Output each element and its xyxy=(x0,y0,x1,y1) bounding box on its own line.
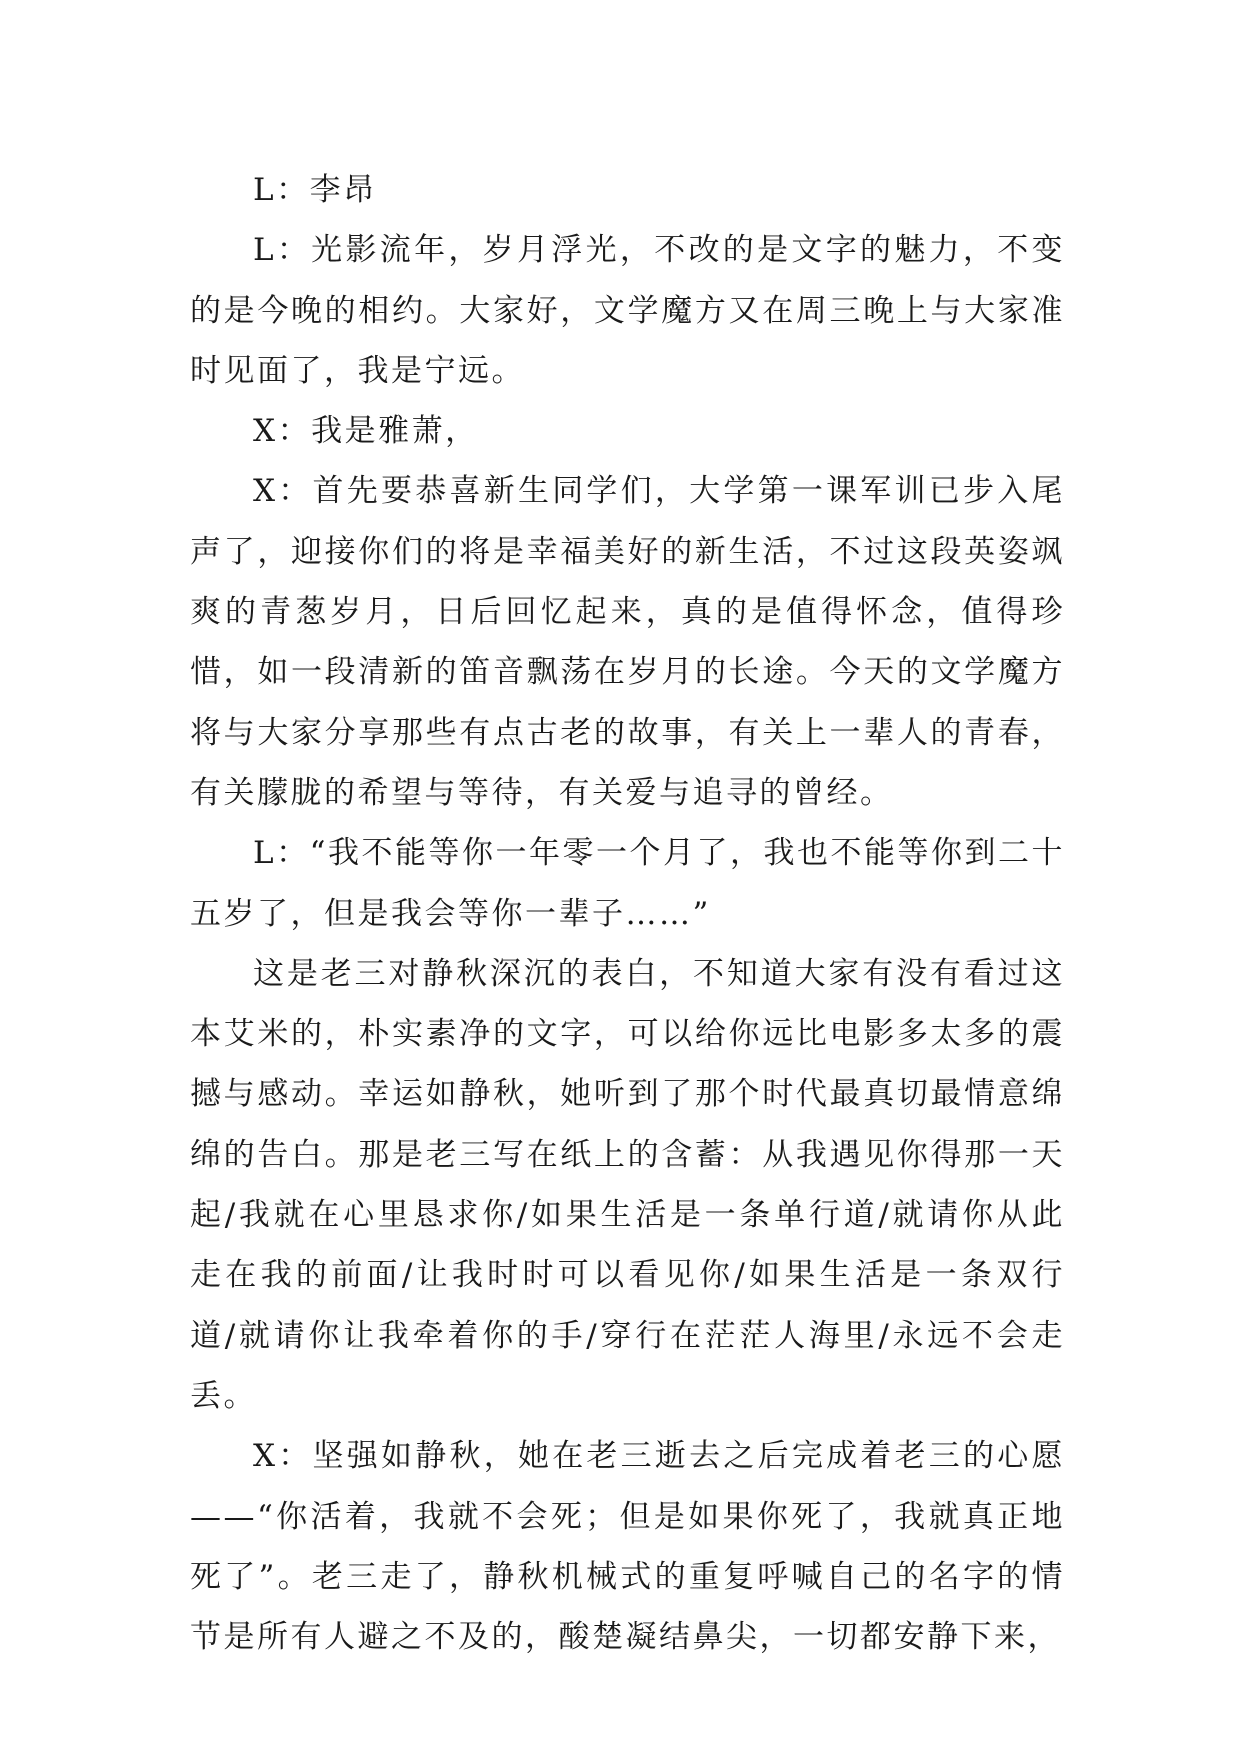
document-body xyxy=(190,160,1065,1667)
paragraph: L：李昂 xyxy=(253,172,377,208)
paragraph: L：光影流年，岁月浮光，不改的是文字的魅力，不变的是今晚的相约。大家好，文学魔方又在周三晚上与大家准时见面了，我是宁远。 xyxy=(190,232,1065,389)
paragraph: X：我是雅萧， xyxy=(253,413,479,450)
paragraph: L：“我不能等你一年零一个月了，我也不能等你到二十五岁了，但是我会等你一辈子……” xyxy=(190,835,1065,932)
paragraph: X：首先要恭喜新生同学们，大学第一课军训已步入尾声了，迎接你们的将是幸福美好的新生活，不过这段英姿飒爽的青葱岁月，日后回忆起来，真的是值得怀念，值得珍惜，如一段清新的笛音飘荡在岁月的长途。今天的文学魔方将与大家分享那些有点古老的故事，有关上一辈人的青春，有关朦胧的希望与等待，有关爱与追寻的曾经。 xyxy=(190,473,1065,811)
paragraph: 这是老三对静秋深沉的表白，不知道大家有没有看过这本艾米的，朴实素净的文字，可以给你远比电影多太多的震撼与感动。幸运如静秋，她听到了那个时代最真切最情意绵绵的告白。那是老三写在纸上的含蓄：从我遇见你得那一天起/我就在心里恳求你/如果生活是一条单行道/就请你从此走在我的前面/让我时时可以看见你/如果生活是一条双行道/就请你让我牵着你的手/穿行在茫茫人海里/永远不会走丢。 xyxy=(190,955,1065,1414)
paragraph: X：坚强如静秋，她在老三逝去之后完成着老三的心愿——“你活着，我就不会死；但是如果你死了，我就真正地死了”。老三走了，静秋机械式的重复呼喊自己的名字的情节是所有人避之不及的，酸楚凝结鼻尖，一切都安静下来， xyxy=(190,1438,1065,1656)
